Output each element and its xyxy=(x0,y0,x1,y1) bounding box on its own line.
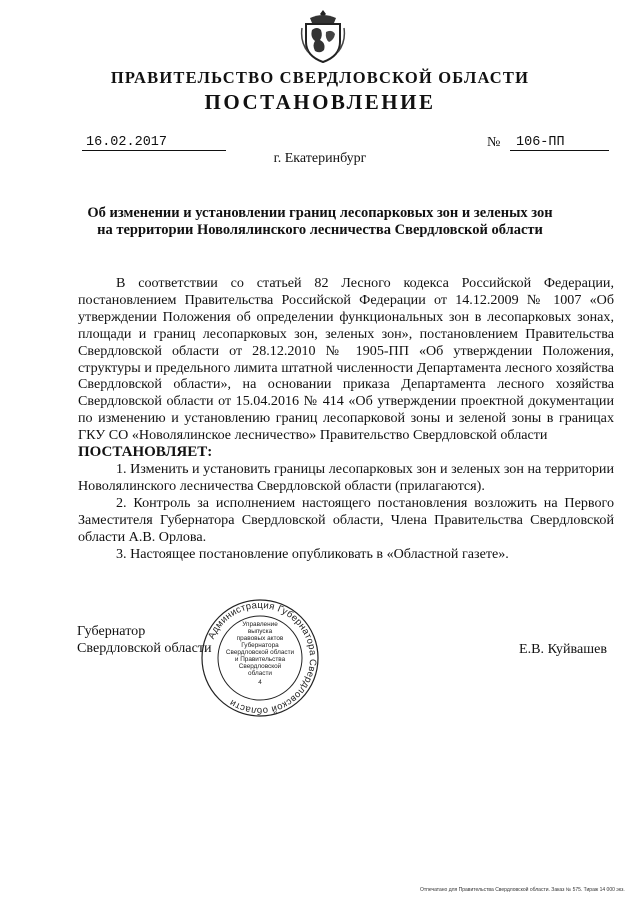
item-2: 2. Контроль за исполнением настоящего постановления возложить на Первого Заместителя Губернатора Свердловской области, Члена Правительства Свердловской области А.В. Орлова. xyxy=(78,494,614,545)
stamp-line-8: области xyxy=(248,670,272,677)
official-stamp xyxy=(200,598,320,718)
signatory-position xyxy=(77,623,212,657)
stamp-line-4: Губернатора xyxy=(241,642,279,649)
title-line-1: Об изменении и установлении границ лесопарковых зон и зеленых зон xyxy=(87,205,553,221)
position-line-2: Свердловской области xyxy=(77,640,212,656)
stamp-line-2: выпуска xyxy=(247,628,273,635)
document-type: ПОСТАНОВЛЕНИЕ xyxy=(204,90,436,114)
city: г. Екатеринбург xyxy=(273,151,367,166)
signatory-name: Е.В. Куйвашев xyxy=(519,641,607,657)
document-number: 106-ПП xyxy=(510,135,609,151)
print-footer: Отпечатано для Правительства Свердловской области. Заказ № 575. Тираж 14 000 экз. xyxy=(420,887,625,893)
stamp-line-5: Свердловской области xyxy=(225,649,295,656)
stamp-ring-text: Администрация Губернатора Свердловской области xyxy=(206,599,319,717)
document-body xyxy=(78,275,614,563)
stamp-line-9: 4 xyxy=(258,679,262,686)
item-1: 1. Изменить и установить границы лесопарковых зон и зеленых зон на территории Новолялинского лесничества Свердловской области (прилагаются). xyxy=(78,461,614,494)
stamp-line-1: Управление xyxy=(242,621,278,628)
stamp-line-3: правовых актов xyxy=(236,635,284,642)
title-line-2: на территории Новолялинского лесничества Свердловской области xyxy=(97,222,543,238)
government-name: ПРАВИТЕЛЬСТВО СВЕРДЛОВСКОЙ ОБЛАСТИ xyxy=(110,68,530,87)
preamble-paragraph: В соответствии со статьей 82 Лесного кодекса Российской Федерации, постановлением Правительства Российской Федерации от 14.12.2009 № 1007 «Об утверждении Положения об определении функциональных зон в лесопарковых зонах, площади и границ лесопарковых зон, зеленых зон», постановлением Правительства Свердловской области от 28.12.2010 № 1905-ПП «Об утверждении Положения, структуры и предельного лимита штатной численности Департамента лесного хозяйства Свердловской области», на основании приказа Департамента лесного хозяйства Свердловской области от 15.04.2016 № 414 «Об утверждении проектной документации по изменению и установлению границ лесопарковой зоны и зеленой зоны в границах ГКУ СО «Новолялинское лесничество» Правительство Свердловской области xyxy=(78,275,614,444)
document-date: 16.02.2017 xyxy=(82,135,226,151)
stamp-line-6: и Правительства xyxy=(234,656,286,663)
stamp-line-7: Свердловской xyxy=(238,663,282,670)
resolves-heading: ПОСТАНОВЛЯЕТ: xyxy=(78,444,213,461)
number-label: № xyxy=(487,135,501,150)
document-title xyxy=(60,205,580,239)
item-3: 3. Настоящее постановление опубликовать в «Областной газете». xyxy=(116,545,509,562)
coat-of-arms-emblem xyxy=(300,8,346,64)
position-line-1: Губернатор xyxy=(77,623,146,639)
